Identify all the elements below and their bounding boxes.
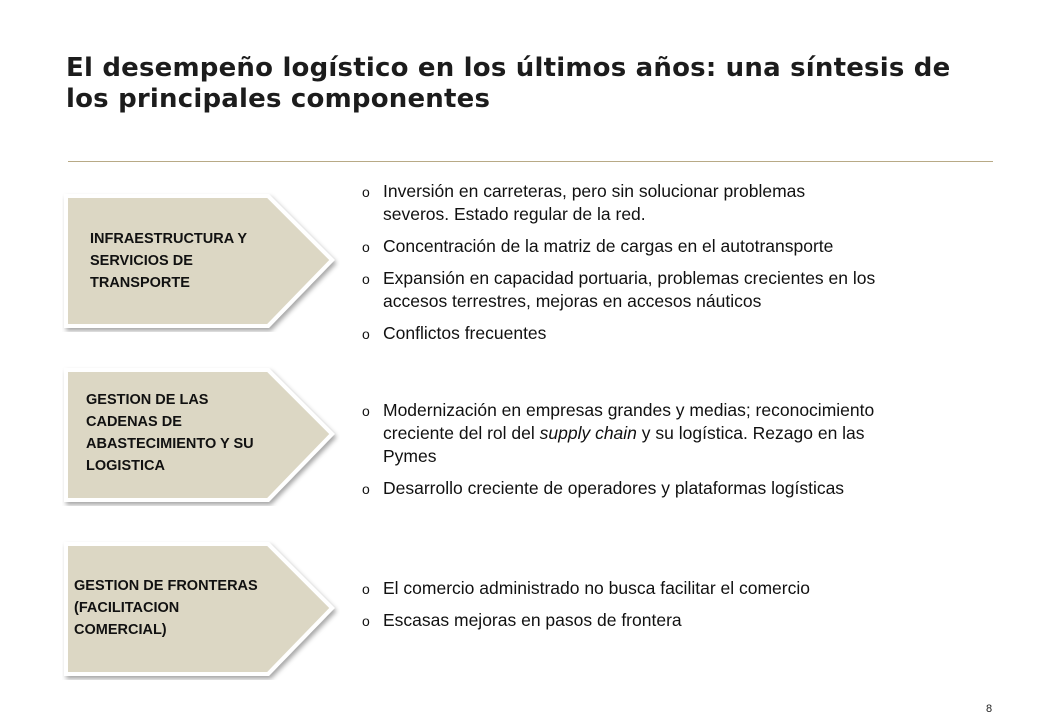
bullet-marker: o (362, 403, 370, 419)
label-line: SERVICIOS DE (90, 253, 193, 269)
label-line: TRANSPORTE (90, 275, 190, 291)
bullet-line: accesos terrestres, mejoras en accesos náuticos (383, 291, 762, 311)
chevron-gestion-cadenas (62, 366, 340, 506)
bullet-marker: o (362, 239, 370, 255)
page-number: 8 (986, 703, 993, 715)
bullet-line: Expansión en capacidad portuaria, problemas crecientes en los (383, 268, 876, 288)
label-line: INFRAESTRUCTURA Y (90, 231, 248, 247)
bullet-line: Pymes (383, 446, 437, 466)
bullet-list-infraestructura (362, 180, 1002, 345)
bullet-line: Modernización en empresas grandes y medias; reconocimiento (383, 400, 875, 420)
section-label (74, 575, 258, 641)
bullet-marker: o (362, 613, 370, 629)
bullet-marker: o (362, 271, 370, 287)
chevron-infraestructura (62, 192, 340, 332)
label-line: GESTION DE LAS (86, 392, 209, 408)
bullet-list-gestion-cadenas (362, 399, 1002, 500)
bullet-item (362, 267, 1002, 313)
bullet-item (362, 180, 1002, 226)
bullet-line: Concentración de la matriz de cargas en el autotransporte (383, 236, 834, 256)
bullet-marker: o (362, 184, 370, 200)
bullet-item (362, 322, 1002, 345)
bullet-item (362, 609, 1002, 632)
bullet-item (362, 399, 1002, 468)
bullet-line: El comercio administrado no busca facilitar el comercio (383, 578, 810, 598)
label-line: (FACILITACION (74, 600, 180, 616)
label-line: CADENAS DE (86, 414, 182, 430)
bullet-marker: o (362, 481, 370, 497)
title-divider (68, 161, 993, 162)
section-label (86, 389, 254, 477)
bullet-list-gestion-fronteras (362, 577, 1002, 632)
italic-term: supply chain (539, 423, 637, 443)
label-line: GESTION DE FRONTERAS (74, 578, 258, 594)
bullet-marker: o (362, 581, 370, 597)
label-line: COMERCIAL) (74, 622, 167, 638)
bullet-line: severos. Estado regular de la red. (383, 204, 646, 224)
bullet-line: Inversión en carreteras, pero sin solucionar problemas (383, 181, 806, 201)
text-run: y su logística. Rezago en las (636, 423, 865, 443)
bullet-line (383, 422, 1002, 445)
label-line: LOGISTICA (86, 458, 165, 474)
bullet-marker: o (362, 326, 370, 342)
bullet-line: Desarrollo creciente de operadores y plataformas logísticas (383, 478, 845, 498)
label-line: ABASTECIMIENTO Y SU (86, 436, 254, 452)
bullet-line: Conflictos frecuentes (383, 323, 547, 343)
bullet-line: Escasas mejoras en pasos de frontera (383, 610, 682, 630)
slide-title: El desempeño logístico en los últimos años: una síntesis de los principales componentes (66, 53, 951, 114)
bullet-item (362, 235, 1002, 258)
bullet-item (362, 477, 1002, 500)
chevron-gestion-fronteras (62, 540, 340, 680)
text-run: creciente del rol del (383, 423, 540, 443)
section-label (90, 228, 247, 294)
bullet-item (362, 577, 1002, 600)
